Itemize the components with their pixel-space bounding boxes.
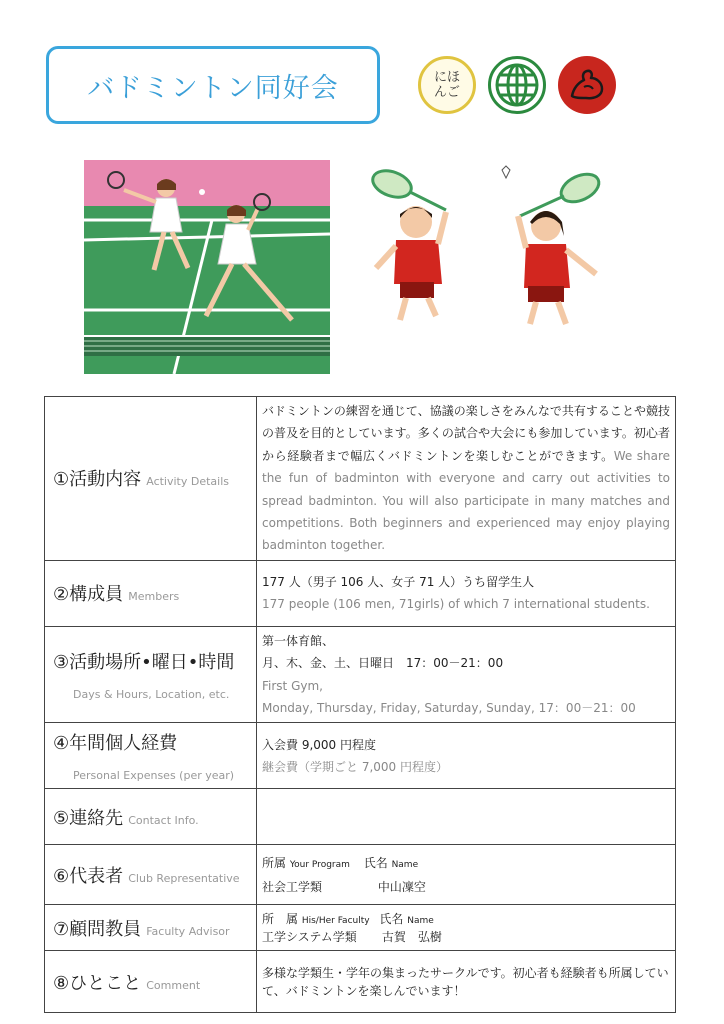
row-advisor [45, 905, 676, 951]
label-members-ja: ②構成員 [53, 584, 124, 606]
value-place [257, 626, 676, 723]
row-expenses [45, 723, 676, 789]
label-contact [45, 789, 257, 845]
rep-name-header-en: Name [391, 859, 419, 870]
label-place [45, 626, 257, 723]
expenses-line1: 入会費 9,000 円程度 [262, 737, 376, 752]
value-activity [257, 397, 676, 561]
row-comment [45, 951, 676, 1013]
value-rep [257, 845, 676, 905]
nihongo-badge [418, 56, 476, 114]
label-expenses [45, 723, 257, 789]
value-advisor [257, 905, 676, 951]
label-advisor-ja: ⑦顧問教員 [53, 918, 142, 940]
label-expenses-ja: ④年間個人経費 [53, 733, 178, 755]
page-title: バドミントン同好会 [87, 72, 339, 104]
label-rep-en: Club Representative [128, 871, 240, 885]
doubles-court-illustration [84, 160, 330, 374]
nihongo-badge-line2: んご [433, 85, 460, 100]
label-activity [45, 397, 257, 561]
rep-program: 社会工学類 [262, 879, 323, 894]
label-contact-ja: ⑤連絡先 [53, 807, 124, 829]
label-advisor-en: Faculty Advisor [146, 924, 230, 938]
muscle-icon [558, 56, 616, 114]
place-line4: Monday, Thursday, Friday, Saturday, Sunday, 17：00－21：00 [262, 701, 636, 716]
label-rep-ja: ⑥代表者 [53, 865, 124, 887]
label-members [45, 560, 257, 626]
advisor-name: 古賀 弘樹 [381, 929, 442, 944]
nihongo-badge-line1: にほ [433, 70, 460, 85]
advisor-name-header: 氏名 [379, 911, 404, 926]
label-members-en: Members [128, 590, 180, 604]
label-comment [45, 951, 257, 1013]
label-contact-en: Contact Info. [128, 813, 199, 827]
members-text-ja: 177 人（男子 106 人、女子 71 人）うち留学生人 [262, 574, 535, 589]
globe-icon [488, 56, 546, 114]
club-info-table [44, 396, 676, 1013]
value-members [257, 560, 676, 626]
label-activity-en: Activity Details [146, 475, 230, 489]
label-place-ja: ③活動場所•曜日•時間 [53, 652, 235, 674]
rep-program-header-en: Your Program [289, 859, 350, 870]
label-place-en: Days & Hours, Location, etc. [73, 688, 230, 702]
value-expenses [257, 723, 676, 789]
advisor-faculty-header: 所 属 [262, 911, 299, 926]
activity-text-en: We share the fun of badminton with everyone and carry out activities to spread badminton. You will also participate in many matches and competitions. Both beginners and experienced may enjoy playing badminton together. [262, 448, 670, 553]
label-rep [45, 845, 257, 905]
label-comment-en: Comment [146, 978, 201, 992]
rep-program-header: 所属 [262, 855, 287, 870]
value-comment [257, 951, 676, 1013]
activity-text-ja: バドミントンの練習を通じて、協議の楽しさをみんなで共有することや競技の普及を目的としています。多くの試合や大会にも参加しています。初心者から経験者まで幅広くバドミントンを楽しむことができます。 [262, 404, 670, 463]
expenses-line2: 継会費（学期ごと 7,000 円程度） [262, 759, 448, 774]
rep-name-header: 氏名 [363, 855, 388, 870]
label-activity-ja: ①活動内容 [53, 469, 142, 491]
row-contact [45, 789, 676, 845]
advisor-faculty-header-en: His/Her Faculty [301, 915, 370, 926]
members-text-en: 177 people (106 men, 71girls) of which 7 international students. [262, 597, 650, 612]
row-members [45, 560, 676, 626]
comment-text: 多様な学類生・学年の集まったサークルです。初心者も経験者も所属していて、バドミントンを楽しんでいます！ [262, 965, 669, 998]
place-line1: 第一体育館、 [262, 633, 335, 648]
place-line3: First Gym, [262, 678, 323, 693]
value-contact [257, 789, 676, 845]
place-line2: 月、木、金、土、日曜日 17：00－21：00 [262, 656, 504, 671]
row-activity [45, 397, 676, 561]
title-box [46, 46, 380, 124]
rep-name: 中山凜空 [377, 879, 426, 894]
label-expenses-en: Personal Expenses (per year) [73, 769, 235, 783]
boy-player-illustration [366, 166, 466, 326]
advisor-name-header-en: Name [407, 915, 434, 926]
label-advisor [45, 905, 257, 951]
label-comment-ja: ⑧ひとこと [53, 972, 142, 994]
advisor-faculty: 工学システム学類 [262, 929, 357, 944]
girl-player-illustration [498, 164, 608, 328]
row-place [45, 626, 676, 723]
row-rep [45, 845, 676, 905]
